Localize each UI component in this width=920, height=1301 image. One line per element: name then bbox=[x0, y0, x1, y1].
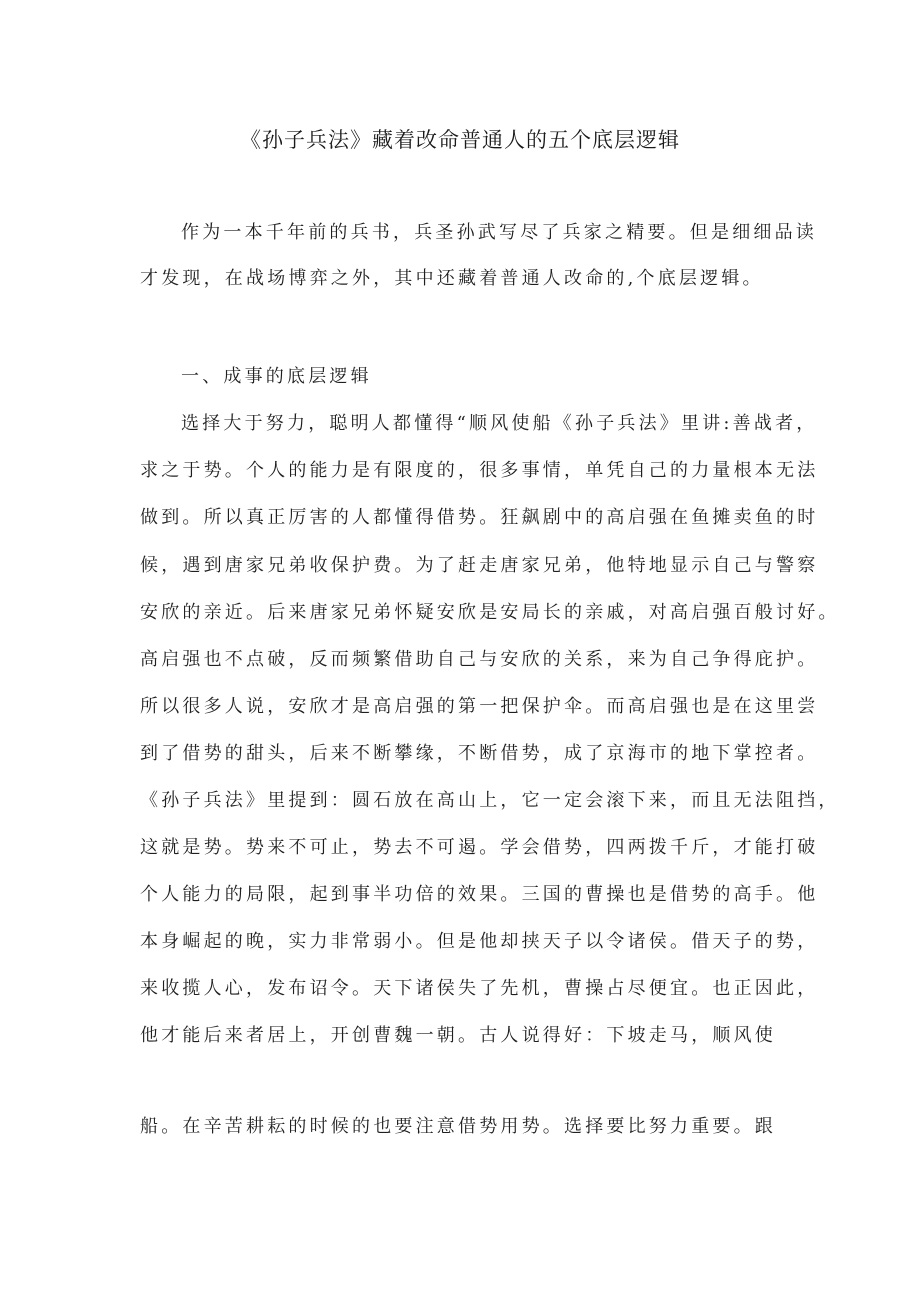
body-line: 他才能后来者居上，开创曹魏一朝。古人说得好：下坡走马，顺风使 bbox=[140, 1025, 776, 1046]
body-line: 所以很多人说，安欣才是高启强的第一把保护伞。而高启强也是在这里尝 bbox=[140, 696, 819, 717]
body-line: 《孙子兵法》里提到：圆石放在高山上，它一定会滚下来，而且无法阻挡， bbox=[140, 790, 840, 811]
body-line: 来收揽人心，发布诏令。天下诸侯失了先机，曹操占尽便宜。也正因此， bbox=[140, 978, 819, 999]
body-line: 做到。所以真正厉害的人都懂得借势。狂飙剧中的高启强在鱼摊卖鱼的时 bbox=[140, 507, 819, 528]
intro-line-1: 作为一本千年前的兵书，兵圣孙武写尽了兵家之精要。但是细细品读 bbox=[181, 222, 817, 243]
body-line: 这就是势。势来不可止，势去不可遏。学会借势，四两拨千斤，才能打破 bbox=[140, 837, 819, 858]
document-title: 《孙子兵法》藏着改命普通人的五个底层逻辑 bbox=[240, 128, 680, 152]
section-heading: 一、成事的底层逻辑 bbox=[181, 366, 372, 387]
body-line: 求之于势。个人的能力是有限度的，很多事情，单凭自己的力量根本无法 bbox=[140, 460, 819, 481]
body-line: 船。在辛苦耕耘的时候的也要注意借势用势。选择要比努力重要。跟 bbox=[140, 1116, 776, 1137]
body-line: 选择大于努力，聪明人都懂得“顺风使船《孙子兵法》里讲:善战者， bbox=[181, 413, 818, 434]
body-line: 安欣的亲近。后来唐家兄弟怀疑安欣是安局长的亲戚，对高启强百般讨好。 bbox=[140, 602, 840, 623]
body-line: 高启强也不点破，反而频繁借助自己与安欣的关系，来为自己争得庇护。 bbox=[140, 649, 819, 670]
body-line: 本身崛起的晚，实力非常弱小。但是他却挟天子以令诸侯。借天子的势， bbox=[140, 931, 819, 952]
intro-line-2: 才发现，在战场博弈之外，其中还藏着普通人改命的,个底层逻辑。 bbox=[140, 268, 764, 289]
body-line: 个人能力的局限，起到事半功倍的效果。三国的曹操也是借势的高手。他 bbox=[140, 884, 819, 905]
body-line: 到了借势的甜头，后来不断攀缘，不断借势，成了京海市的地下掌控者。 bbox=[140, 743, 819, 764]
body-line: 候，遇到唐家兄弟收保护费。为了赶走唐家兄弟，他特地显示自己与警察 bbox=[140, 555, 819, 576]
